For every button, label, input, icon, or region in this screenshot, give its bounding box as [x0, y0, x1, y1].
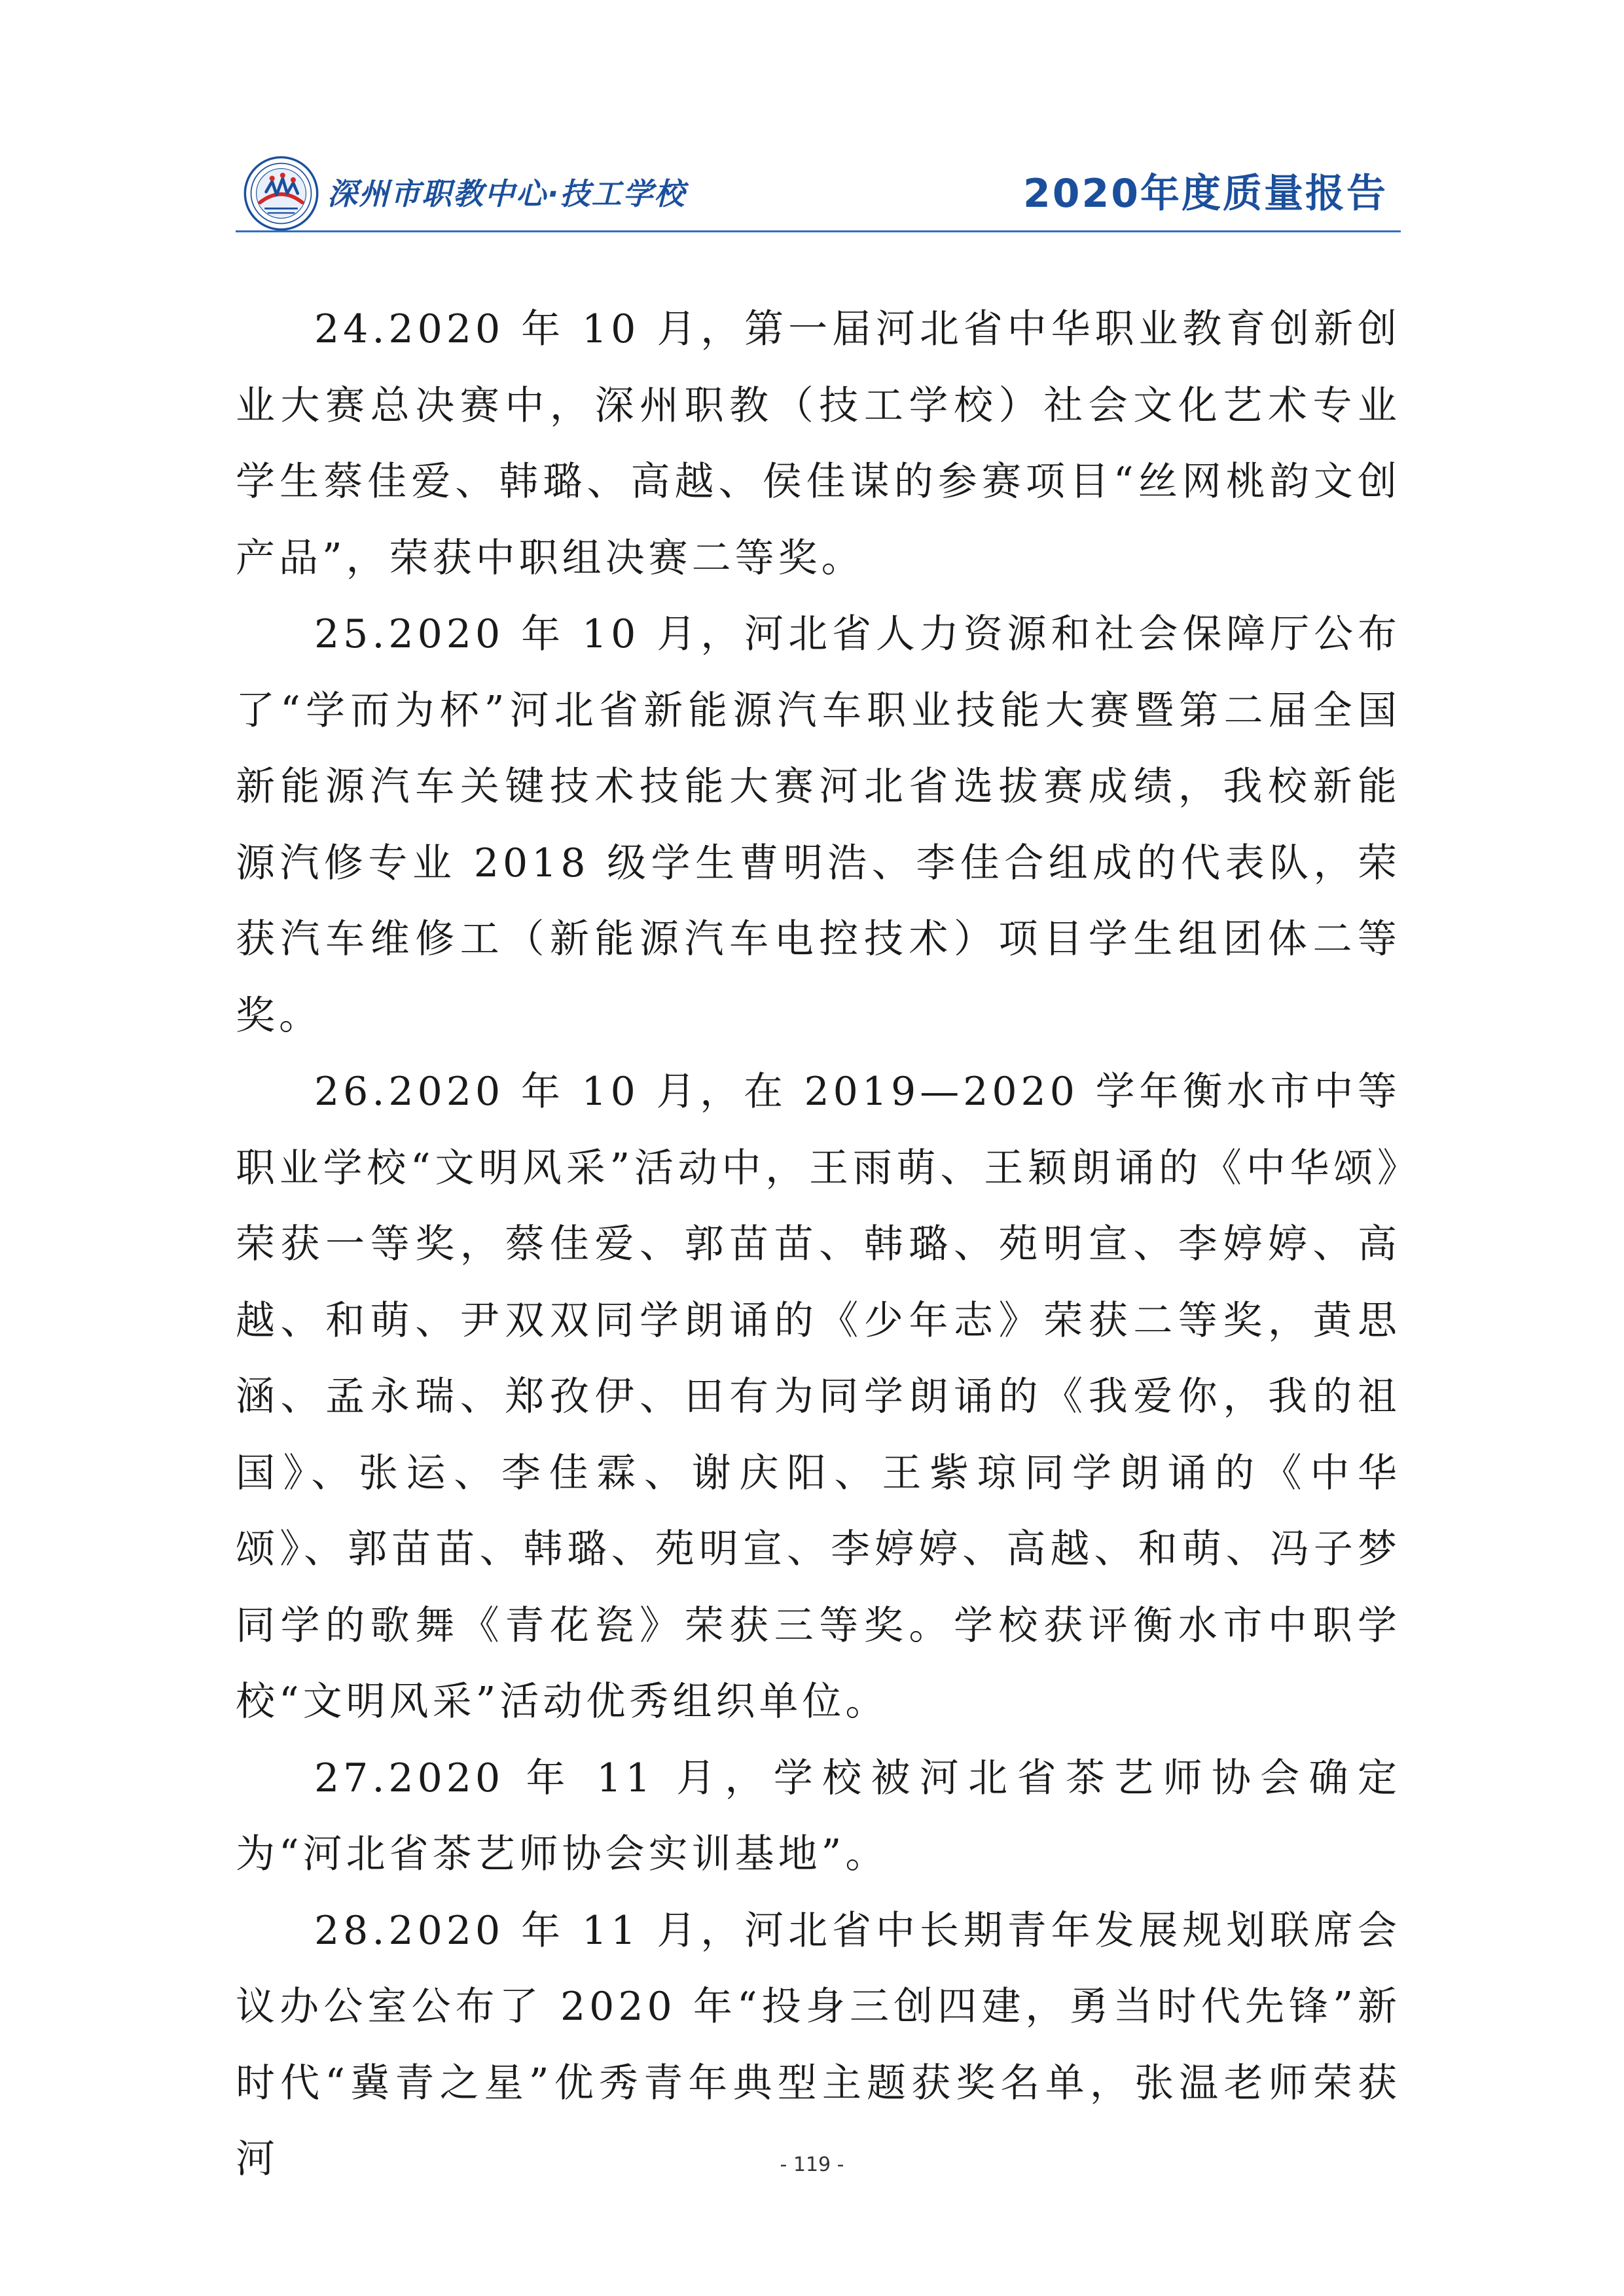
report-title: 2020年度质量报告 — [1023, 171, 1388, 217]
header-divider — [236, 230, 1401, 232]
paragraph-25: 25.2020 年 10 月，河北省人力资源和社会保障厅公布了“学而为杯”河北省新能源汽车职业技能大赛暨第二届全国新能源汽车关键技术技能大赛河北省选拔赛成绩，我校新能源汽修专业 2018 级学生曹明浩、李佳合组成的代表队，荣获汽车维修工（新能源汽车电控技术）项目学生组团体二等奖。 — [236, 611, 1401, 1039]
paragraph-26: 26.2020 年 10 月，在 2019—2020 学年衡水市中等职业学校“文明风采”活动中，王雨萌、王颖朗诵的《中华颂》荣获一等奖，蔡佳爱、郭苗苗、韩璐、苑明宣、李婷婷、高越、和萌、尹双双同学朗诵的《少年志》荣获二等奖，黄思涵、孟永瑞、郑孜伊、田有为同学朗诵的《我爱你，我的祖国》、张运、李佳霖、谢庆阳、王紫琼同学朗诵的《中华颂》、郭苗苗、韩璐、苑明宣、李婷婷、高越、和萌、冯子梦同学的歌舞《青花瓷》荣获三等奖。学校获评衡水市中职学校“文明风采”活动优秀组织单位。 — [236, 1069, 1401, 1725]
school-name: 深州市职教中心·技工学校 — [327, 176, 686, 211]
paragraph-27: 27.2020 年 11 月，学校被河北省茶艺师协会确定为“河北省茶艺师协会实训基地”。 — [236, 1755, 1401, 1877]
page-number: - 119 - — [780, 2153, 844, 2176]
school-emblem-icon — [244, 156, 319, 231]
paragraph-24: 24.2020 年 10 月，第一届河北省中华职业教育创新创业大赛总决赛中，深州职教（技工学校）社会文化艺术专业学生蔡佳爱、韩璐、高越、侯佳谋的参赛项目“丝网桃韵文创产品”，荣获中职组决赛二等奖。 — [236, 306, 1401, 581]
main-content — [236, 291, 1401, 2198]
paragraph-28: 28.2020 年 11 月，河北省中长期青年发展规划联席会议办公室公布了 2020 年“投身三创四建，勇当时代先锋”新时代“冀青之星”优秀青年典型主题获奖名单，张温老师荣获河 — [236, 1907, 1401, 2182]
page-header — [236, 151, 1401, 236]
